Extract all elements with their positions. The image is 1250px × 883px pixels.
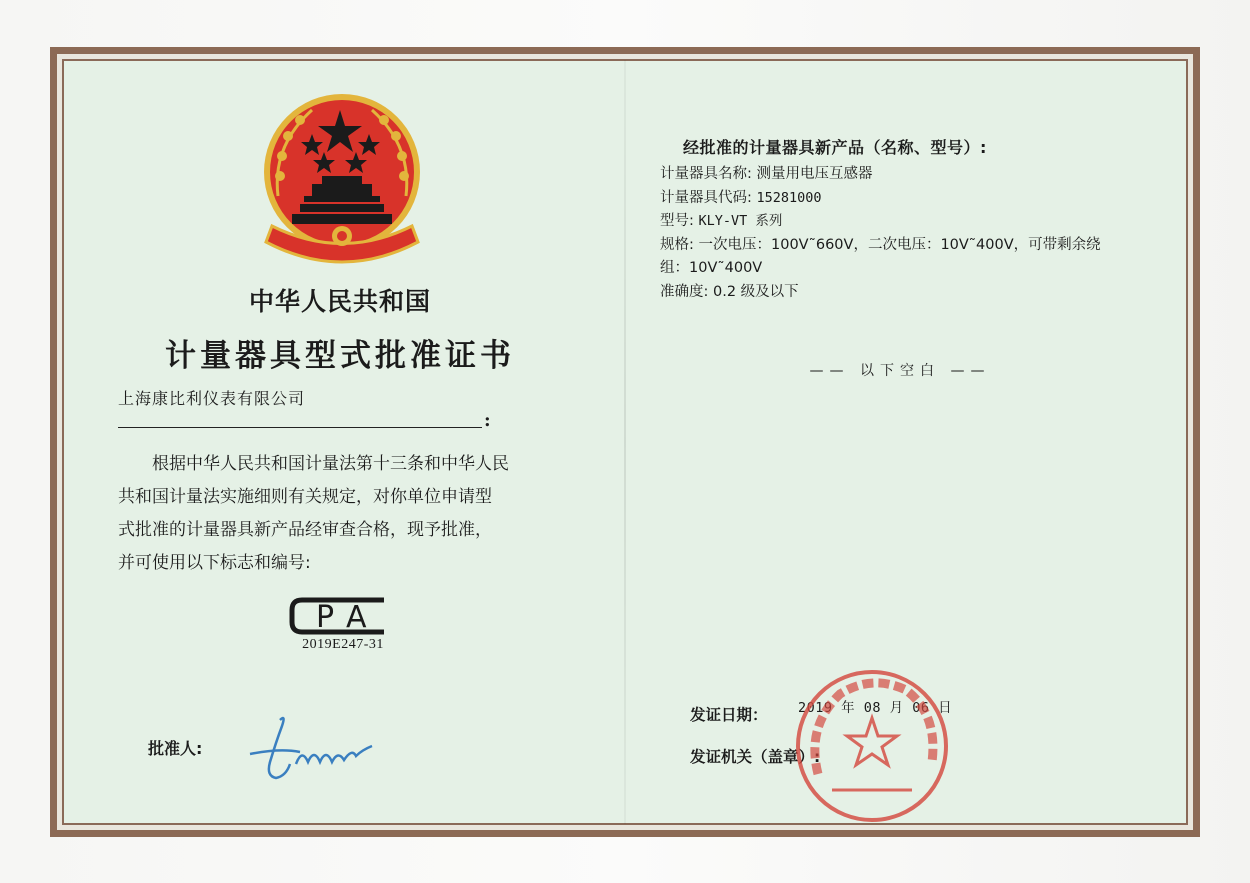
statement-line: 并可使用以下标志和编号: [118, 553, 311, 573]
detail-value: 0.2 级及以下 [713, 283, 799, 300]
detail-row-code [660, 187, 1160, 211]
detail-label: 计量器具名称: [660, 166, 757, 182]
cpa-mark-letter-a: A [346, 600, 367, 635]
detail-value: 测量用电压互感器 [756, 166, 873, 182]
detail-label: 规格: [660, 236, 699, 253]
company-colon: : [484, 410, 491, 431]
cpa-mark-icon [288, 594, 398, 638]
country-title: 中华人民共和国 [248, 287, 431, 316]
cpa-mark-letter-p: P [316, 600, 335, 635]
approved-product-heading: 经批准的计量器具新产品（名称、型号）: [683, 138, 987, 157]
national-emblem-icon [252, 86, 432, 272]
approval-statement [118, 448, 588, 580]
detail-value: 组：10V˜400V [660, 260, 763, 276]
statement-line: 根据中华人民共和国计量法第十三条和中华人民 [152, 454, 509, 474]
detail-label: 准确度: [660, 283, 713, 300]
detail-label: 计量器具代码: [660, 189, 757, 206]
company-name: 上海康比利仪表有限公司 [118, 389, 306, 408]
product-details [660, 163, 1160, 304]
detail-row-spec-continued [660, 257, 1160, 281]
approver-label: 批准人: [148, 739, 203, 758]
certificate-title: 计量器具型式批准证书 [165, 338, 515, 374]
detail-value: 15281000 [756, 189, 822, 206]
cpa-approval-number: 2019E247-31 [302, 637, 384, 652]
detail-label: 型号: [660, 213, 699, 229]
center-fold [624, 60, 626, 824]
statement-line: 共和国计量法实施细则有关规定，对你单位申请型 [118, 487, 492, 507]
statement-line: 式批准的计量器具新产品经审查合格，现予批准， [118, 520, 492, 540]
issue-date-value: 2019 年 08 月 06 日 [798, 700, 953, 716]
detail-row-name [660, 163, 1160, 187]
company-underline [118, 427, 482, 428]
blank-below-note: —— 以下空白 —— [809, 363, 991, 379]
detail-value: 一次电压：100V˜660V，二次电压：10V˜400V，可带剩余绕 [698, 236, 1101, 253]
issue-date-label: 发证日期： [690, 706, 768, 724]
approver-signature [240, 712, 390, 782]
issuing-authority-label: 发证机关（盖章）: [690, 748, 821, 766]
detail-value: KLY-VT 系列 [698, 213, 783, 229]
detail-row-accuracy [660, 281, 1160, 305]
official-seal-stamp [792, 666, 952, 826]
detail-row-spec [660, 234, 1160, 258]
detail-row-model [660, 210, 1160, 234]
